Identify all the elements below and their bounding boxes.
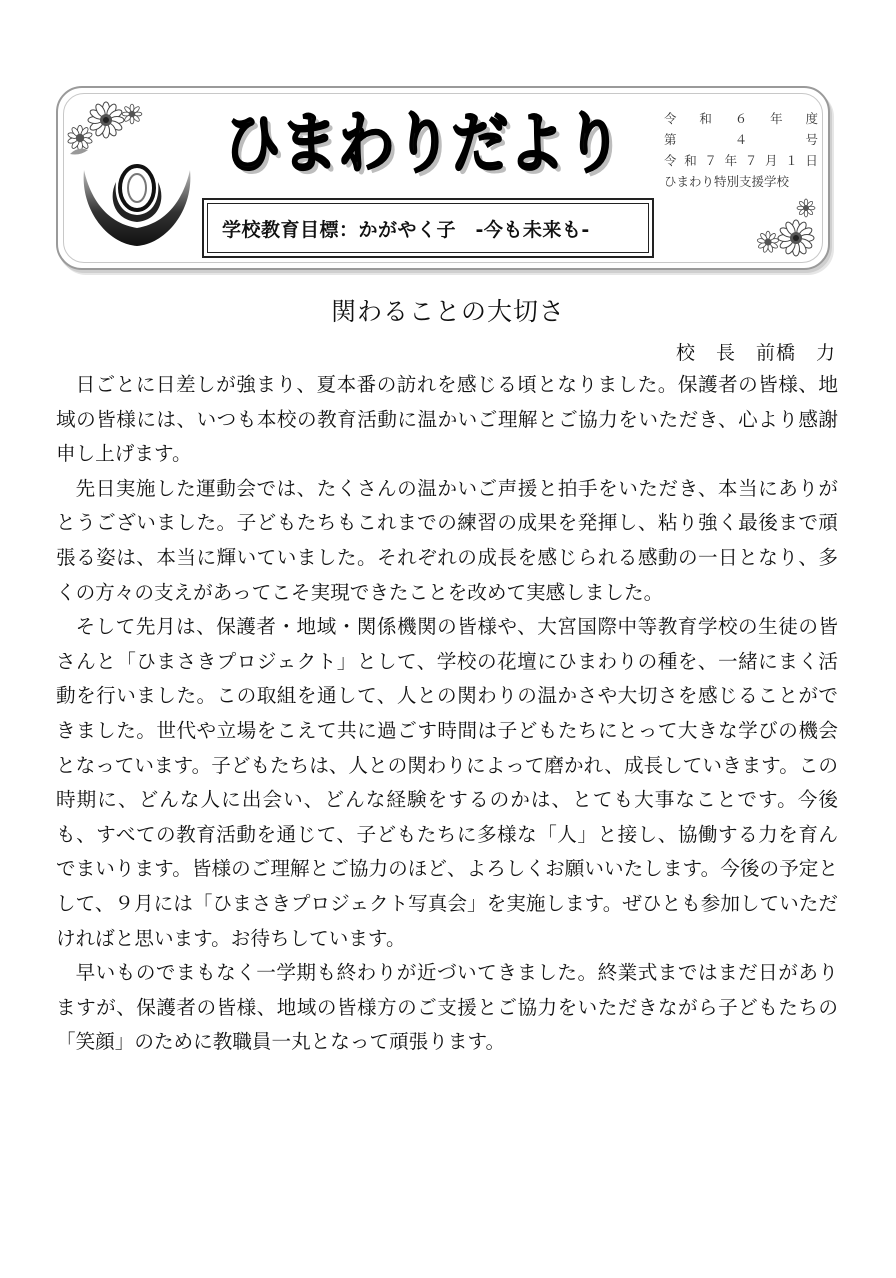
article-paragraph: 先日実施した運動会では、たくさんの温かいご声援と拍手をいただき、本当にありがとうございました。子どもたちもこれまでの練習の成果を発揮し、粘り強く最後まで頑張る姿は、本当に輝いていました。それぞれの成長を感じられる感動の一日となり、多くの方々の支えがあってこそ実現できたことを改めて実感しました。 bbox=[56, 476, 838, 604]
article-headline: 関わることの大切さ bbox=[330, 297, 565, 326]
issue-number: 第 ４ 号 bbox=[664, 132, 818, 147]
school-goal-text: 学校教育目標：かがやく子 -今も未来も- bbox=[207, 203, 649, 253]
article-paragraph: そして先月は、保護者・地域・関係機関の皆様や、大宮国際中等教育学校の生徒の皆さんと「ひまさきプロジェクト」として、学校の花壇にひまわりの種を、一緒にまく活動を行いました。この取組を通して、人との関わりの温かさや大切さを感じることができました。世代や立場をこえて共に過ごす時間は子どもたちにとって大きな学びの機会となっています。子どもたちは、人との関わりによって磨かれ、成長していきます。この時期に、どんな人に出会い、どんな経験をするのかは、とても大事なことです。今後も、すべての教育活動を通じて、子どもたちに多様な「人」と接し、協働する力を育んでまいります。皆様のご理解とご協力のほど、よろしくお願いいたします。今後の予定として、９月には「ひまさきプロジェクト写真会」を実施します。ぜひとも参加していただければと思います。お待ちしています。 bbox=[56, 615, 838, 950]
issue-year: 令 和 ６ 年 度 bbox=[664, 111, 818, 126]
newsletter-title bbox=[218, 90, 638, 190]
issue-date: 令 和 ７ 年 ７ 月 １ 日 bbox=[664, 153, 818, 168]
svg-text:ひまわりだより: ひまわりだより bbox=[228, 109, 626, 186]
article-author: 校 長 前橋 力 bbox=[675, 342, 836, 364]
article-paragraph: 日ごとに日差しが強まり、夏本番の訪れを感じる頃となりました。保護者の皆様、地域の皆様には、いつも本校の教育活動に温かいご理解とご協力をいただき、心より感謝申し上げます。 bbox=[56, 373, 838, 466]
school-goal-box bbox=[202, 198, 654, 258]
sunflower-cluster-top-left-icon bbox=[60, 90, 144, 160]
article-body bbox=[56, 368, 838, 1060]
svg-text:ひまわりだより: ひまわりだより bbox=[224, 105, 622, 182]
issue-info bbox=[664, 108, 818, 192]
school-logo-icon bbox=[78, 158, 196, 250]
sunflower-cluster-bottom-right-icon bbox=[748, 196, 826, 262]
school-name: ひまわり特別支援学校 bbox=[664, 174, 790, 189]
article-paragraph: 早いものでまもなく一学期も終わりが近づいてきました。終業式まではまだ日がありますが、保護者の皆様、地域の皆様方のご支援とご協力をいただきながら子どもたちの「笑顔」のために教職員一丸となって頑張ります。 bbox=[56, 961, 838, 1054]
